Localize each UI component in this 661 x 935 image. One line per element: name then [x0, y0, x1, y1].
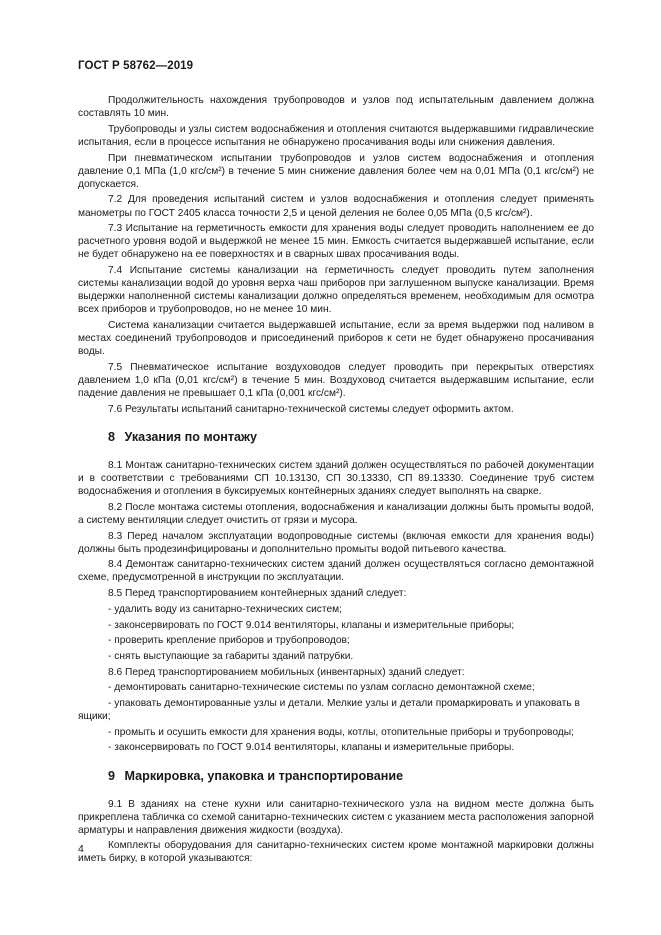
list-item: - промыть и осушить емкости для хранения воды, котлы, отопительные приборы и трубопроводы; [108, 726, 574, 738]
list-item: - законсервировать по ГОСТ 9.014 вентиляторы, клапаны и измерительные приборы. [108, 742, 515, 754]
paragraph-7-4: 7.4 Испытание системы канализации на герметичность следует проводить путем заполнения системы канализации водой до уровня верха чаш приборов при заглушенном выпуске канализации. Время выдержки наполненной системы канализации должно определяться временем, необходимым для осмотра всех приборов и трубопроводов, но не менее 10 мин. [78, 265, 594, 316]
list-item: - удалить воду из санитарно-технических систем; [108, 603, 342, 615]
section-number: 8 [108, 429, 116, 444]
page-body [78, 94, 594, 868]
paragraph: Продолжительность нахождения трубопроводов и узлов под испытательным давлением должна составлять 10 мин. [78, 95, 594, 120]
paragraph-7-2: 7.2 Для проведения испытаний систем и узлов водоснабжения и отопления следует применять манометры по ГОСТ 2405 класса точности 2,5 и ценой деления не более 0,05 МПа (0,5 кгс/см²). [78, 194, 594, 219]
paragraph-7-5: 7.5 Пневматическое испытание воздуховодов следует проводить при перекрытых отверстиях давлением 1,0 кПа (0,01 кгс/см²) в течение 5 мин. Воздуховод считается выдержавшим испытание, если падение давления не превышает 0,1 кПа (0,001 кгс/см²). [78, 361, 594, 400]
list-item: - снять выступающие за габариты зданий патрубки. [108, 650, 354, 662]
paragraph-7-6: 7.6 Результаты испытаний санитарно-технической системы следует оформить актом. [108, 403, 514, 415]
section-heading-9 [108, 769, 594, 784]
paragraph-9-1: 9.1 В зданиях на стене кухни или санитарно-технического узла на видном месте должна быть прикреплена табличка со схемой санитарно-технических систем с указанием места расположения запорной арматуры и направления движения жидкости (воздуха). [78, 798, 594, 836]
paragraph-8-4: 8.4 Демонтаж санитарно-технических систем зданий должен осуществляться согласно демонтажной схеме, предусмотренной в инструкции по эксплуатации. [78, 559, 594, 584]
section-number: 9 [108, 768, 116, 783]
paragraph: При пневматическом испытании трубопроводов и узлов систем водоснабжения и отопления давление 0,1 МПа (1,0 кгс/см²) в течение 5 мин снижение давления более чем на 0,01 МПа (0,1 кгс/см²) не допускается. [78, 152, 594, 190]
paragraph-8-5: 8.5 Перед транспортированием контейнерных зданий следует: [108, 588, 407, 600]
paragraph-8-1: 8.1 Монтаж санитарно-технических систем зданий должен осуществляться по рабочей документации и в соответствии с требованиями СП 10.13130, СП 30.13330, СП 89.13330. Соединение труб систем водоснабжения и отопления в буксируемых контейнерных зданиях следует выполнять на сварке. [78, 459, 594, 498]
paragraph-8-3: 8.3 Перед началом эксплуатации водопроводные системы (включая емкости для хранения воды) должны быть продезинфицированы и дополнительно промыты водой питьевого качества. [78, 530, 594, 555]
paragraph-8-6: 8.6 Перед транспортированием мобильных (инвентарных) зданий следует: [108, 666, 465, 678]
paragraph: Комплекты оборудования для санитарно-технических систем кроме монтажной маркировки должны иметь бирку, в которой указываются: [78, 840, 594, 865]
page-number: 4 [78, 843, 84, 855]
paragraph: Система канализации считается выдержавшей испытание, если за время выдержки под наливом в местах соединений трубопроводов и присоединений приборов к сети не будет обнаружено просачивания воды. [78, 320, 594, 358]
paragraph: Трубопроводы и узлы систем водоснабжения и отопления считаются выдержавшими гидравлические испытания, если в процессе испытания не обнаружено просачивания воды или снижения давления. [78, 123, 594, 148]
document-header: ГОСТ Р 58762—2019 [78, 60, 194, 72]
list-item: - демонтировать санитарно-технические системы по узлам согласно демонтажной схеме; [108, 682, 535, 694]
list-item: - законсервировать по ГОСТ 9.014 вентиляторы, клапаны и измерительные приборы; [108, 619, 515, 631]
list-item: - упаковать демонтированные узлы и детали. Мелкие узлы и детали промаркировать и упаковать в ящики; [78, 697, 580, 723]
paragraph-7-3: 7.3 Испытание на герметичность емкости для хранения воды следует проводить наполнением ее до расчетного уровня водой и выдержкой не менее 15 мин. Емкость считается выдержавшей испытание, если не будет обнаружено на ее поверхностях и в сварных швах просачивания воды. [78, 223, 594, 261]
list-item: - проверить крепление приборов и трубопроводов; [108, 635, 350, 647]
paragraph-8-2: 8.2 После монтажа системы отопления, водоснабжения и канализации должны быть промыты водой, а систему вентиляции следует очистить от грязи и мусора. [78, 501, 594, 526]
section-title: Указания по монтажу [124, 429, 257, 444]
section-heading-8 [108, 430, 594, 445]
section-title: Маркировка, упаковка и транспортирование [124, 768, 404, 783]
